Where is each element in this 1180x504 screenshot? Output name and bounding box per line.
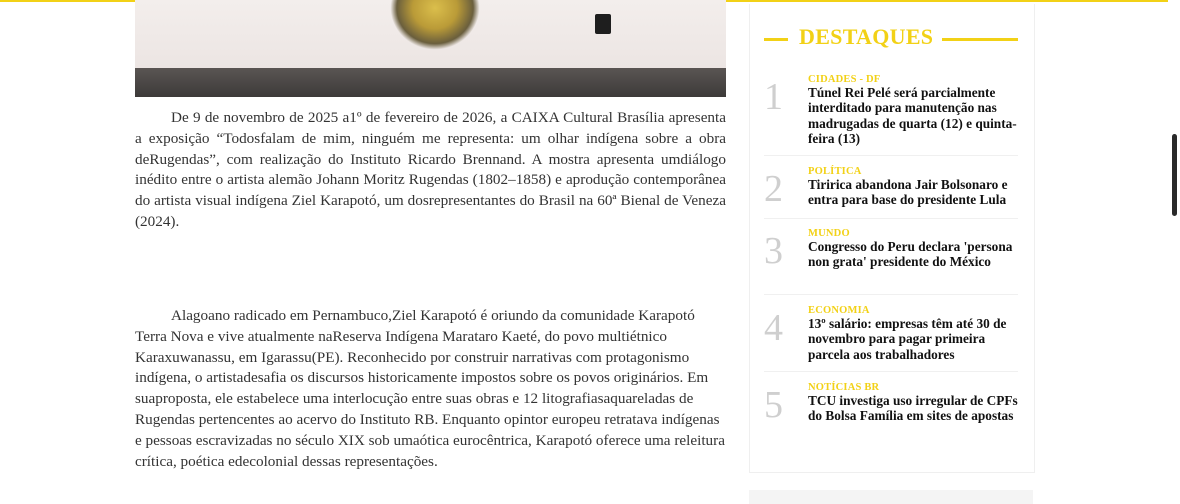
article-paragraph-1: De 9 de novembro de 2025 a1º de fevereiro de 2026, a CAIXA Cultural Brasília apresenta a exposição “Todosfalam de mim, ninguém me representa: um olhar indígena sobre a obra deRugendas”, com realização do Instituto Ricardo Brennand. A mostra apresenta umdiálogo inédito entre o artista alemão Johann Moritz Rugendas (1802–1858) e aprodução contemporânea do artista visual indígena Ziel Karapotó, um dosrepresentantes do Brasil na 60ª Bienal de Veneza (2024). — [135, 109, 726, 230]
headline-link[interactable]: Congresso do Peru declara 'persona non grata' presidente do México — [808, 239, 1013, 270]
category-label[interactable]: MUNDO — [808, 228, 850, 239]
highlights-header — [764, 24, 1018, 52]
highlight-item-2[interactable] — [764, 166, 1018, 222]
headline-link[interactable]: Tiririca abandona Jair Bolsonaro e entra para base do presidente Lula — [808, 177, 1008, 208]
category-label[interactable]: POLÍTICA — [808, 166, 862, 177]
rank-number: 2 — [764, 168, 783, 210]
category-label[interactable]: NOTÍCIAS BR — [808, 382, 880, 393]
rank-number: 5 — [764, 384, 783, 426]
scrollbar-thumb[interactable] — [1172, 134, 1177, 216]
speaker-object — [595, 14, 611, 34]
rank-number: 3 — [764, 230, 783, 272]
highlight-item-4[interactable] — [764, 305, 1018, 369]
artwork-sculpture — [390, 0, 480, 50]
divider — [764, 294, 1018, 295]
headline-link[interactable]: TCU investiga uso irregular de CPFs do Bolsa Família em sites de apostas — [808, 393, 1018, 424]
highlight-item-3[interactable] — [764, 228, 1018, 292]
highlight-item-1[interactable] — [764, 74, 1018, 154]
header-line-right — [942, 38, 1018, 41]
category-label[interactable]: ECONOMIA — [808, 305, 870, 316]
article-photo — [135, 0, 726, 97]
rank-number: 4 — [764, 307, 783, 349]
headline-link[interactable]: Túnel Rei Pelé será parcialmente interditado para manutenção nas madrugadas de quarta (12) e quinta-feira (13) — [808, 85, 1017, 147]
category-label[interactable]: CIDADES - DF — [808, 74, 881, 85]
divider — [764, 218, 1018, 219]
rank-number: 1 — [764, 76, 783, 118]
highlights-title: DESTAQUES — [799, 24, 934, 49]
article-paragraph-2: Alagoano radicado em Pernambuco,Ziel Karapotó é oriundo da comunidade Karapotó Terra Nova e vive atualmente naReserva Indígena Marataro Kaeté, do povo multiétnico Karaxuwanassu, em Igarassu(PE). Reconhecido por construir narrativas com protagonismo indígena, o artistadesafia os discursos historicamente impostos sobre os povos originários. Em suaproposta, ele estabelece uma interlocução entre suas obras e 12 litografiasaquareladas de Rugendas pertencentes ao acervo do Instituto RB. Enquanto opintor europeu retratava indígenas e pessoas escravizadas no século XIX sob umaótica eurocêntrica, Karapotó oferece uma releitura crítica, poética edecolonial dessas representações. — [135, 307, 725, 470]
headline-link[interactable]: 13º salário: empresas têm até 30 de novembro para pagar primeira parcela aos trabalhadores — [808, 316, 1007, 362]
header-line-left — [764, 38, 788, 41]
highlight-item-5[interactable] — [764, 382, 1018, 446]
divider — [764, 155, 1018, 156]
divider — [764, 371, 1018, 372]
